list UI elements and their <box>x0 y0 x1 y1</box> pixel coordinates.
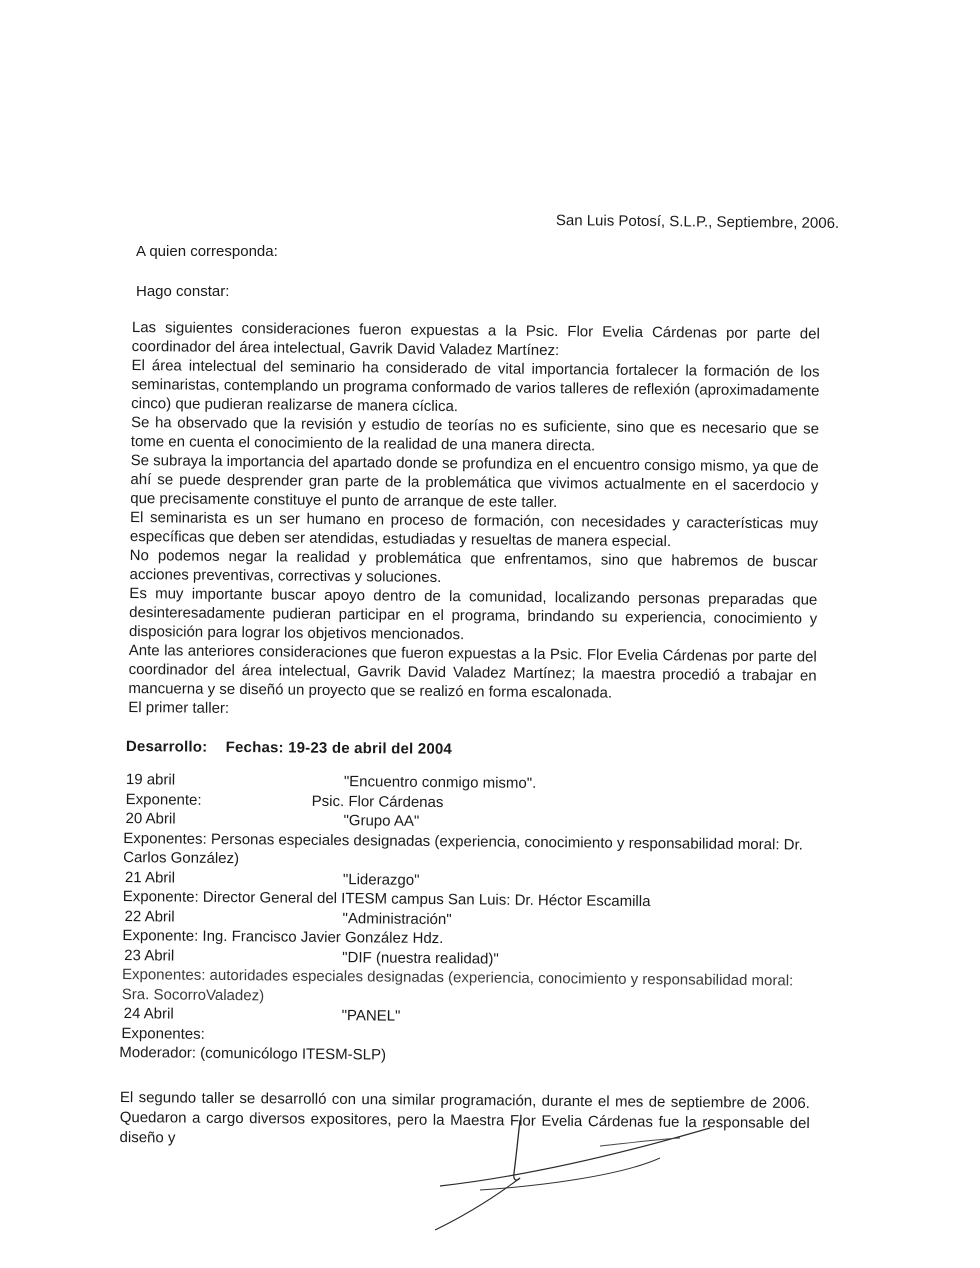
schedule-topic: "Liderazgo" <box>342 870 420 889</box>
schedule-date: 19 abril <box>125 771 176 789</box>
body-paragraphs <box>128 318 820 724</box>
speaker-label: Exponente: <box>125 790 202 809</box>
paragraph: Ante las anteriores consideraciones que fueron expuestas a la Psic. Flor Evelia Cárdenas por parte del coordinador del área intelectual, Gavrik David Valadez Martínez; la maestra procedió a trabajar en mancuerna y se diseñó un proyecto que se realizó en forma escalonada. <box>128 641 817 702</box>
development-label: Desarrollo: <box>125 738 208 756</box>
paragraph: El área intelectual del seminario ha considerado de vital importancia fortalecer la formación de los seminaristas, contemplando un programa conformado de varios talleres de reflexión (aproximadamente cinco) que pudieran realizarse de manera cíclica. <box>131 356 820 416</box>
paragraph: El primer taller: <box>128 698 230 717</box>
schedule-date: 24 Abril <box>123 1005 174 1023</box>
speakers-label: Exponentes: <box>121 1024 205 1043</box>
paragraph: Las siguientes consideraciones fueron expuestas a la Psic. Flor Evelia Cárdenas por parte del coordinador del área intelectual, Gavrik David Valadez Martínez: <box>131 318 820 360</box>
workshop-schedule <box>119 770 822 1069</box>
paragraph: El seminarista es un ser humano en proceso de formación, con necesidades y características muy específicas que deben ser atendidas, estudiadas y resueltas de manera especial. <box>129 508 819 551</box>
schedule-date: 23 Abril <box>124 946 175 965</box>
schedule-date: 22 Abril <box>124 907 175 926</box>
paragraph: Se ha observado que la revisión y estudio de teorías no es suficiente, sino que es necesario que se tome en cuenta el conocimiento de la realidad de una manera directa. <box>130 413 820 455</box>
schedule-date: 20 Abril <box>125 810 176 828</box>
speakers-line: Exponentes: Personas especiales designadas (experiencia, conocimiento y responsabilidad moral: Dr. Carlos González) <box>123 829 803 868</box>
date-line: San Luis Potosí, S.L.P., Septiembre, 2006. <box>555 212 840 232</box>
schedule-topic: "Administración" <box>342 909 452 928</box>
paragraph: Se subraya la importancia del apartado donde se profundiza en el encuentro consigo mismo, ya que de ahí se puede desprender gran parte de la problemática que vivimos actualmente en el sacerdocio y que precisamente constituye el punto de arranque de este taller. <box>130 451 819 512</box>
speakers-line: Exponente: Director General del ITESM campus San Luis: Dr. Héctor Escamilla <box>122 888 651 911</box>
statement: Hago constar: <box>136 283 230 300</box>
speaker-name: Psic. Flor Cárdenas <box>311 792 444 811</box>
paragraph: Es muy importante buscar apoyo dentro de la comunidad, localizando personas preparadas que desinteresadamente pudieran participar en el programa, brindando su experiencia, conocimiento y disposición para lograr los objetivos mencionados. <box>128 584 818 644</box>
schedule-topic: "Grupo AA" <box>343 812 420 830</box>
moderator-line: Moderador: (comunicólogo ITESM-SLP) <box>119 1043 387 1064</box>
handwritten-signature <box>420 1118 720 1238</box>
paragraph: El segundo taller se desarrolló con una similar programación, durante el mes de septiembre de 2006. Quedaron a cargo diversos expositores, pero la Maestra Flor Evelia Cárdenas fue la responsable del diseño y <box>119 1089 810 1147</box>
salutation: A quien corresponda: <box>136 243 278 260</box>
schedule-topic: "DIF (nuestra realidad)" <box>342 948 499 968</box>
speakers-line: Exponentes: autoridades especiales designadas (experiencia, conocimiento y responsabilidad moral: Sra. SocorroValadez) <box>121 966 794 1004</box>
schedule-date: 21 Abril <box>124 868 176 887</box>
speakers-line: Exponente: Ing. Francisco Javier González Hdz. <box>122 927 444 948</box>
development-heading <box>126 738 466 758</box>
development-dates: Fechas: 19-23 de abril del 2004 <box>225 738 453 758</box>
schedule-topic: "Encuentro conmigo mismo". <box>343 773 537 792</box>
paragraph: No podemos negar la realidad y problemática que enfrentamos, sino que habremos de buscar acciones preventivas, correctivas y soluciones. <box>129 546 818 586</box>
schedule-topic: "PANEL" <box>341 1007 401 1025</box>
